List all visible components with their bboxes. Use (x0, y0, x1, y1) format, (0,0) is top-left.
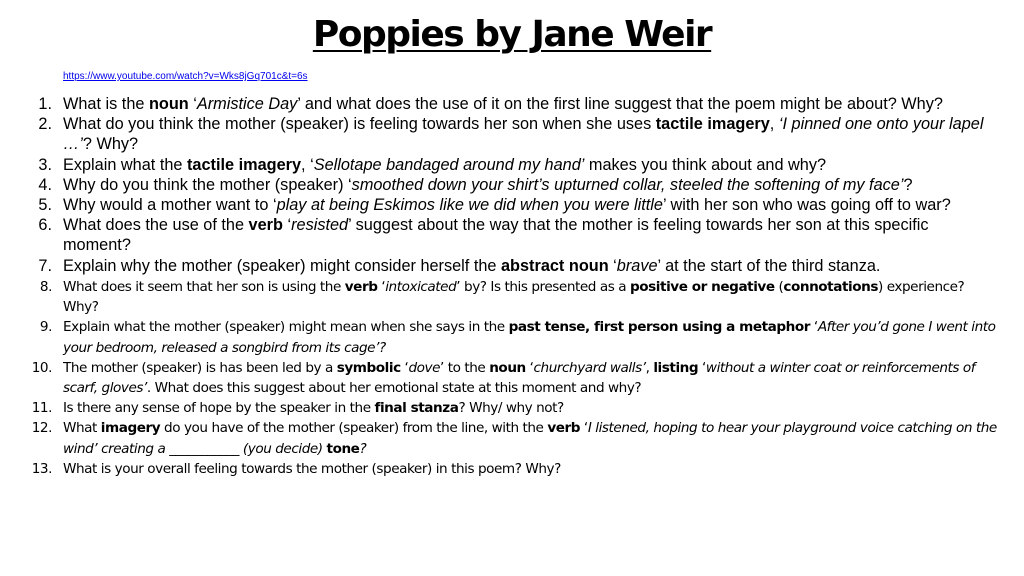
quotation: After you’d gone I went into your bedroom, released a songbird from its cage’? (63, 319, 996, 356)
key-term: listing (653, 359, 699, 376)
youtube-link[interactable]: https://www.youtube.com/watch?v=Wks8jGq701c&t=6s (63, 71, 308, 82)
question-text: ‘ (282, 216, 292, 235)
question-list-part-1 (0, 94, 1000, 276)
question-text: Why do you think the mother (speaker) ‘ (63, 175, 352, 194)
question-text: Explain what the (63, 155, 187, 174)
question-number: 1. (38, 95, 52, 113)
quotation: smoothed down your shirt’s upturned collar, steeled the softening of my face’ (351, 175, 904, 194)
key-term: noun (148, 95, 189, 113)
key-term: verb (547, 420, 581, 437)
question-text: ’ suggest about the way that the mother is feeling towards her son at this specific moment? (63, 216, 929, 255)
key-term: positive or negative (630, 279, 775, 295)
question-text: ? (903, 175, 913, 194)
key-term: past tense, first person using a metaphor (508, 319, 811, 336)
question-item (0, 175, 1000, 195)
key-term: symbolic (336, 359, 401, 376)
key-term: final stanza (374, 400, 459, 417)
question-text: What is your overall feeling towards the mother (speaker) in this poem? Why? (63, 460, 561, 477)
key-term: verb (248, 216, 283, 235)
question-text: ‘ (377, 279, 386, 295)
question-text: . What does this suggest about her emotional state at this moment and why? (146, 380, 642, 397)
question-item (0, 195, 1000, 215)
question-text: ‘ (580, 420, 588, 437)
key-term: tactile imagery (655, 115, 770, 134)
question-text: What does it seem that her son is using the (63, 279, 345, 295)
question-text: ’ with her son who was going off to war? (662, 196, 951, 215)
question-number: 10. (31, 359, 52, 376)
question-item (0, 256, 1000, 276)
key-term: verb (344, 279, 378, 295)
question-number: 12. (31, 420, 52, 437)
quotation: play at being Eskimos like we did when you were little (276, 196, 663, 215)
question-text: , (769, 115, 779, 134)
question-text: ? Why/ why not? (458, 400, 564, 417)
question-text: Explain what the mother (speaker) might mean when she says in the (63, 319, 509, 336)
question-number: 9. (39, 319, 52, 336)
key-term: imagery (100, 420, 161, 437)
question-text: ? Why? (82, 135, 139, 154)
quotation: ‘I pinned one onto your lapel …’ (63, 115, 984, 154)
key-term: tactile imagery (187, 155, 302, 174)
question-number: 3. (38, 155, 52, 174)
question-text: , (645, 359, 654, 376)
question-text: What do you think the mother (speaker) is feeling towards her son when she uses (63, 115, 656, 134)
question-text: makes you think about and why? (584, 155, 827, 174)
question-item (0, 114, 1000, 154)
question-text: do you have of the mother (speaker) from the line, with the (160, 420, 548, 437)
quotation: I listened, hoping to hear your playground voice catching on the wind’ creating a ___________ (you decide) (63, 420, 997, 457)
question-text: ‘ (400, 359, 409, 376)
question-text: Why would a mother want to ‘ (63, 196, 277, 215)
question-item (0, 317, 1000, 357)
quotation: intoxicated (385, 279, 457, 295)
question-text: What is the (63, 95, 149, 113)
question-number: 11. (31, 400, 52, 417)
key-term: noun (489, 359, 526, 376)
key-term: connotations (783, 279, 878, 295)
quotation: ? (359, 440, 367, 457)
question-text: ’ to the (440, 359, 490, 376)
question-item (0, 358, 1000, 398)
question-number: 7. (38, 256, 52, 275)
question-text: ( (774, 279, 784, 295)
quotation: dove (408, 359, 440, 376)
quotation: brave (616, 256, 658, 275)
question-text: ’ at the start of the third stanza. (657, 256, 881, 275)
question-text: The mother (speaker) is has been led by a (63, 359, 337, 376)
question-text: ) experience? Why? (63, 279, 965, 316)
question-text: ’ by? Is this presented as a (456, 279, 630, 295)
quotation: Sellotape bandaged around my hand’ (313, 155, 585, 174)
question-number: 8. (39, 279, 52, 295)
question-number: 5. (38, 196, 52, 215)
page-title: Poppies by Jane Weir (312, 14, 712, 55)
question-text: ‘ (608, 256, 617, 275)
question-item (0, 418, 1000, 458)
question-text: Explain why the mother (speaker) might consider herself the (63, 256, 501, 275)
question-item (0, 459, 1000, 479)
question-text: ‘ (698, 359, 706, 376)
question-number: 2. (38, 115, 52, 134)
question-item (0, 94, 1000, 114)
key-term: tone (326, 440, 360, 457)
question-item (0, 155, 1000, 175)
question-item (0, 277, 1000, 317)
quotation: churchyard walls’ (533, 359, 646, 376)
quotation: Armistice Day (196, 95, 298, 113)
question-number: 13. (31, 460, 52, 477)
question-number: 4. (38, 175, 52, 194)
question-text: Is there any sense of hope by the speaker in the (63, 400, 375, 417)
quotation: without a winter coat or reinforcements of scarf, gloves’ (63, 359, 976, 397)
question-text: What does the use of the (63, 216, 249, 235)
question-list-part-2 (0, 277, 1000, 479)
question-number: 6. (38, 216, 52, 235)
question-text: ’ and what does the use of it on the first line suggest that the poem might be about? Why? (297, 95, 943, 113)
key-term: abstract noun (501, 256, 609, 275)
question-item (0, 398, 1000, 418)
question-text: ‘ (810, 319, 818, 336)
quotation: resisted (291, 216, 349, 235)
question-text: , ‘ (301, 155, 314, 174)
question-text: What (63, 420, 101, 437)
question-item (0, 215, 1000, 255)
question-text: ‘ (188, 95, 197, 113)
question-text: ‘ (525, 359, 534, 376)
